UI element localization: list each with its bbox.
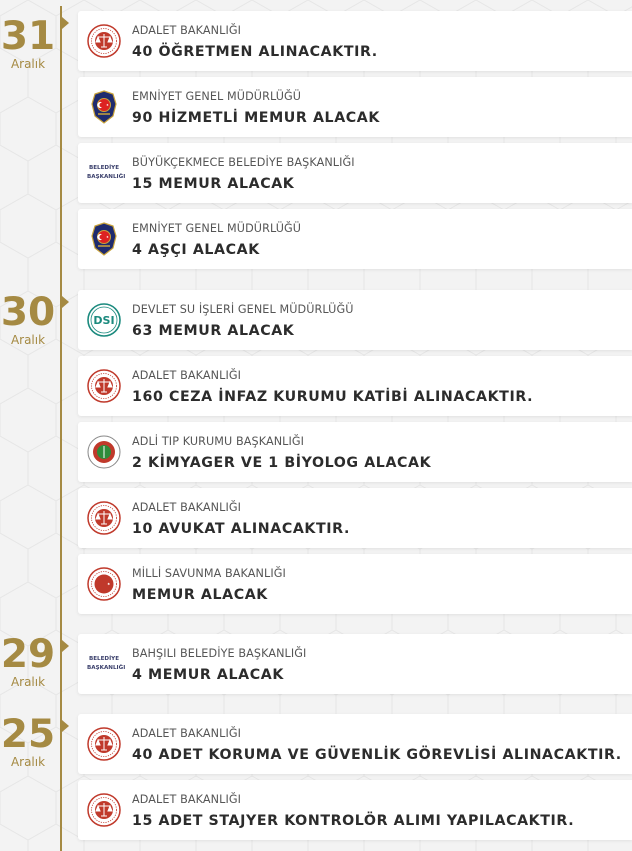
announcement-title[interactable]: 4 AŞÇI ALACAK <box>132 242 260 258</box>
date-month: Aralık <box>10 57 46 71</box>
adli-tip-seal-icon <box>87 435 121 469</box>
timeline-marker-arrow <box>62 720 69 732</box>
belediye-text-logo <box>87 647 126 689</box>
announcement-card[interactable] <box>78 488 632 548</box>
date-day: 25 <box>0 712 56 757</box>
announcement-title[interactable]: 2 KİMYAGER VE 1 BİYOLOG ALACAK <box>132 455 432 471</box>
adalet-seal-icon <box>87 369 121 403</box>
announcement-card[interactable] <box>78 554 632 614</box>
announcement-title[interactable]: 63 MEMUR ALACAK <box>132 323 295 339</box>
institution-name: ADALET BAKANLIĞI <box>132 24 242 37</box>
institution-name: MİLLİ SAVUNMA BAKANLIĞI <box>132 567 286 580</box>
announcement-card[interactable] <box>78 143 632 203</box>
announcement-card[interactable] <box>78 209 632 269</box>
announcement-card[interactable] <box>78 77 632 137</box>
institution-name: EMNİYET GENEL MÜDÜRLÜĞÜ <box>132 90 302 103</box>
dsi-logo-icon <box>87 303 121 337</box>
announcement-title[interactable]: 4 MEMUR ALACAK <box>132 667 284 683</box>
announcement-title[interactable]: 40 ADET KORUMA VE GÜVENLİK GÖREVLİSİ ALINACAKTIR. <box>132 747 622 763</box>
adalet-seal-icon <box>87 727 121 761</box>
belediye-logo-line1: BELEDİYE <box>88 656 120 662</box>
announcement-title[interactable]: 40 ÖĞRETMEN ALINACAKTIR. <box>132 44 378 60</box>
belediye-text-logo <box>87 156 126 198</box>
date-month: Aralık <box>10 675 46 689</box>
announcement-title[interactable]: 10 AVUKAT ALINACAKTIR. <box>132 521 350 537</box>
date-day: 31 <box>0 14 56 59</box>
institution-name: ADALET BAKANLIĞI <box>132 727 242 740</box>
msb-seal-icon <box>87 567 121 601</box>
date-month: Aralık <box>10 333 46 347</box>
adalet-seal-icon <box>87 24 121 58</box>
timeline-marker-arrow <box>62 296 69 308</box>
announcement-title[interactable]: 15 ADET STAJYER KONTROLÖR ALIMI YAPILACAKTIR. <box>132 813 575 829</box>
institution-name: ADALET BAKANLIĞI <box>132 501 242 514</box>
emniyet-badge-icon <box>87 222 121 256</box>
institution-name: ADLİ TIP KURUMU BAŞKANLIĞI <box>132 435 305 448</box>
announcement-title[interactable]: 15 MEMUR ALACAK <box>132 176 295 192</box>
date-label <box>0 632 56 689</box>
announcement-card[interactable] <box>78 634 632 694</box>
timeline-marker-arrow <box>62 640 69 652</box>
date-label <box>0 712 56 769</box>
date-label <box>0 290 56 347</box>
date-label <box>0 14 56 71</box>
announcement-card[interactable] <box>78 422 632 482</box>
date-day: 29 <box>0 632 56 677</box>
announcement-card[interactable] <box>78 714 632 774</box>
announcement-card[interactable] <box>78 290 632 350</box>
institution-name: DEVLET SU İŞLERİ GENEL MÜDÜRLÜĞÜ <box>132 303 354 316</box>
institution-name: ADALET BAKANLIĞI <box>132 369 242 382</box>
belediye-logo-line2: BAŞKANLIĞI <box>87 174 126 180</box>
announcement-card[interactable] <box>78 780 632 840</box>
date-day: 30 <box>0 290 56 335</box>
belediye-logo-line1: BELEDİYE <box>88 165 120 171</box>
announcement-card[interactable] <box>78 11 632 71</box>
svg-text:DSI: DSI <box>93 314 115 327</box>
institution-name: ADALET BAKANLIĞI <box>132 793 242 806</box>
announcement-card[interactable] <box>78 356 632 416</box>
belediye-logo-line2: BAŞKANLIĞI <box>87 665 126 671</box>
announcement-title[interactable]: MEMUR ALACAK <box>132 587 268 603</box>
institution-name: BÜYÜKÇEKMECE BELEDİYE BAŞKANLIĞI <box>132 156 355 169</box>
adalet-seal-icon <box>87 793 121 827</box>
emniyet-badge-icon <box>87 90 121 124</box>
institution-name: EMNİYET GENEL MÜDÜRLÜĞÜ <box>132 222 302 235</box>
announcement-title[interactable]: 90 HİZMETLİ MEMUR ALACAK <box>132 110 380 126</box>
timeline-marker-arrow <box>62 17 69 29</box>
adalet-seal-icon <box>87 501 121 535</box>
announcement-title[interactable]: 160 CEZA İNFAZ KURUMU KATİBİ ALINACAKTIR. <box>132 389 534 405</box>
date-month: Aralık <box>10 755 46 769</box>
institution-name: BAHŞILI BELEDİYE BAŞKANLIĞI <box>132 647 307 660</box>
